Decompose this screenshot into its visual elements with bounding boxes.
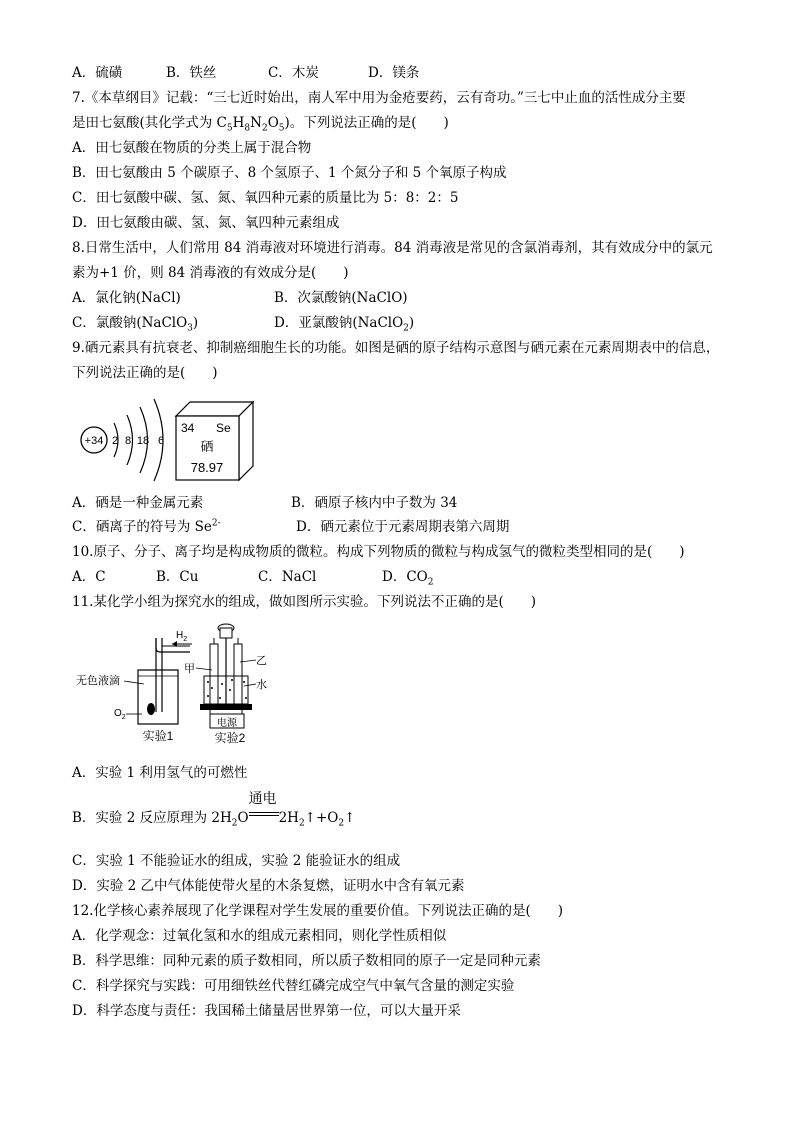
selenium-atom-diagram [81,399,164,481]
q9-figure [70,388,270,484]
jia-label: 甲 [184,663,195,675]
q9-option-d: D．硒元素位于元素周期表第六周期 [296,519,510,535]
q9-option-b: B．硒原子核内中子数为 34 [291,495,458,511]
atomic-number: 34 [181,421,195,435]
q8-option-c: C．氯酸钠(NaClO$_3$) [72,315,199,334]
q9-option-a: A．硒是一种金属元素 [72,495,204,511]
glass-jar [138,670,178,724]
periodic-table-cell [176,402,253,480]
q8-stem-line2: 素为+1 价，则 84 消毒液的有效成分是( ) [72,265,349,281]
shell-2-electrons: 8 [124,435,132,447]
q7-option-d: D．田七氨酸由碳、氢、氮、氧四种元素组成 [72,215,340,231]
element-symbol: Se [216,421,231,435]
q11-option-a: A．实验 1 利用氢气的可燃性 [72,765,248,781]
yi-label: 乙 [256,655,267,667]
q11-option-b: B．实验 2 反应原理为 $2H_2O$ 通电 $2H_2↑+O_2↑$ [72,791,356,829]
q12-option-b: B．科学思维：同种元素的质子数相同，所以质子数相同的原子一定是同种元素 [72,953,541,969]
experiment-1-label: 实验1 [142,729,174,743]
experiment-2-apparatus [184,624,267,745]
q10-stem: 10.原子、分子、离子均是构成物质的微粒。构成下列物质的微粒与构成氢气的微粒类型相同的是( ) [72,544,685,560]
q8-option-a: A．氯化钠(NaCl) [72,290,181,306]
apparatus-base [200,704,252,710]
tube-yi [234,644,242,704]
q9-option-c: C．硒离子的符号为 $Se^{2-}$ [72,518,221,535]
q11-option-c: C．实验 1 不能验证水的组成，实验 2 能验证水的组成 [72,853,401,869]
q12-option-a: A．化学观念：过氧化氢和水的组成元素相同，则化学性质相似 [72,928,447,944]
shell-4-electrons: 6 [157,435,165,447]
reaction-condition: 通电 [249,810,279,824]
flame-icon [147,703,155,715]
q7-option-a: A．田七氨酸在物质的分类上属于混合物 [72,140,312,156]
q11-stem: 11.某化学小组为探究水的组成，做如图所示实验。下列说法不正确的是( ) [72,594,537,610]
q9-stem-line1: 9.硒元素具有抗衰老、抑制癌细胞生长的功能。如图是硒的原子结构示意图与硒元素在元素周期表中的信息， [72,340,720,356]
element-name: 硒 [200,439,214,454]
q6-option-b: B．铁丝 [166,65,217,81]
q8-option-b: B．次氯酸钠(NaClO) [274,290,408,306]
h2-label: $H_2$ [176,630,188,643]
experiment-2-label: 实验2 [214,731,246,745]
q12-option-c: C．科学探究与实践：可用细铁丝代替红磷完成空气中氧气含量的测定实验 [72,978,515,994]
q7-option-b: B．田七氨酸由 5 个碳原子、8 个氢原子、1 个氮分子和 5 个氧原子构成 [72,165,507,181]
q8-stem-line1: 8.日常生活中，人们常用 84 消毒液对环境进行消毒。84 消毒液是常见的含氯消毒剂，其有效成分中的氯元 [72,240,713,256]
shell-1-electrons: 2 [111,435,119,447]
atomic-mass: 78.97 [190,460,224,475]
o2-label: $O_2$ [114,708,126,721]
q6-option-d: D．镁条 [368,65,420,81]
q7-option-c: C．田七氨酸中碳、氢、氮、氧四种元素的质量比为 5：8：2：5 [72,190,459,206]
liquid-label: 无色液滴 [76,675,120,687]
q7-stem-line2: 是田七氨酸(其化学式为 $C_5H_8N_2O_5$)。下列说法正确的是( ) [72,115,449,134]
q10-option-c: C．NaCl [258,569,317,585]
power-label: 电源 [217,718,237,729]
q6-option-c: C．木炭 [268,65,319,81]
q11-figure [72,618,282,748]
shell-3-electrons: 18 [136,435,150,447]
q6-option-a: A．硫磺 [72,65,123,81]
q8-option-d: D．亚氯酸钠(NaClO$_2$) [274,315,415,334]
q9-stem-line2: 下列说法正确的是( ) [72,365,218,381]
experiment-1-apparatus [76,630,192,743]
q12-stem: 12.化学核心素养展现了化学课程对学生发展的重要价值。下列说法正确的是( ) [72,903,564,919]
q10-option-a: A．C [72,569,106,585]
q12-option-d: D．科学态度与责任：我国稀土储量居世界第一位，可以大量开采 [72,1003,461,1019]
water-label: 水 [256,679,267,691]
q11-option-d: D．实验 2 乙中气体能使带火星的木条复燃，证明水中含有氧元素 [72,878,465,894]
q10-option-d: D．$CO_2$ [382,569,434,588]
q10-option-b: B．Cu [156,569,199,585]
q7-stem-line1: 7.《本草纲目》记载：“三七近时始出，南人军中用为金疮要药，云有奇功。”三七中止血的活性成分主要 [72,90,686,106]
nucleus-charge: +34 [84,435,104,447]
tube-jia [210,644,218,704]
